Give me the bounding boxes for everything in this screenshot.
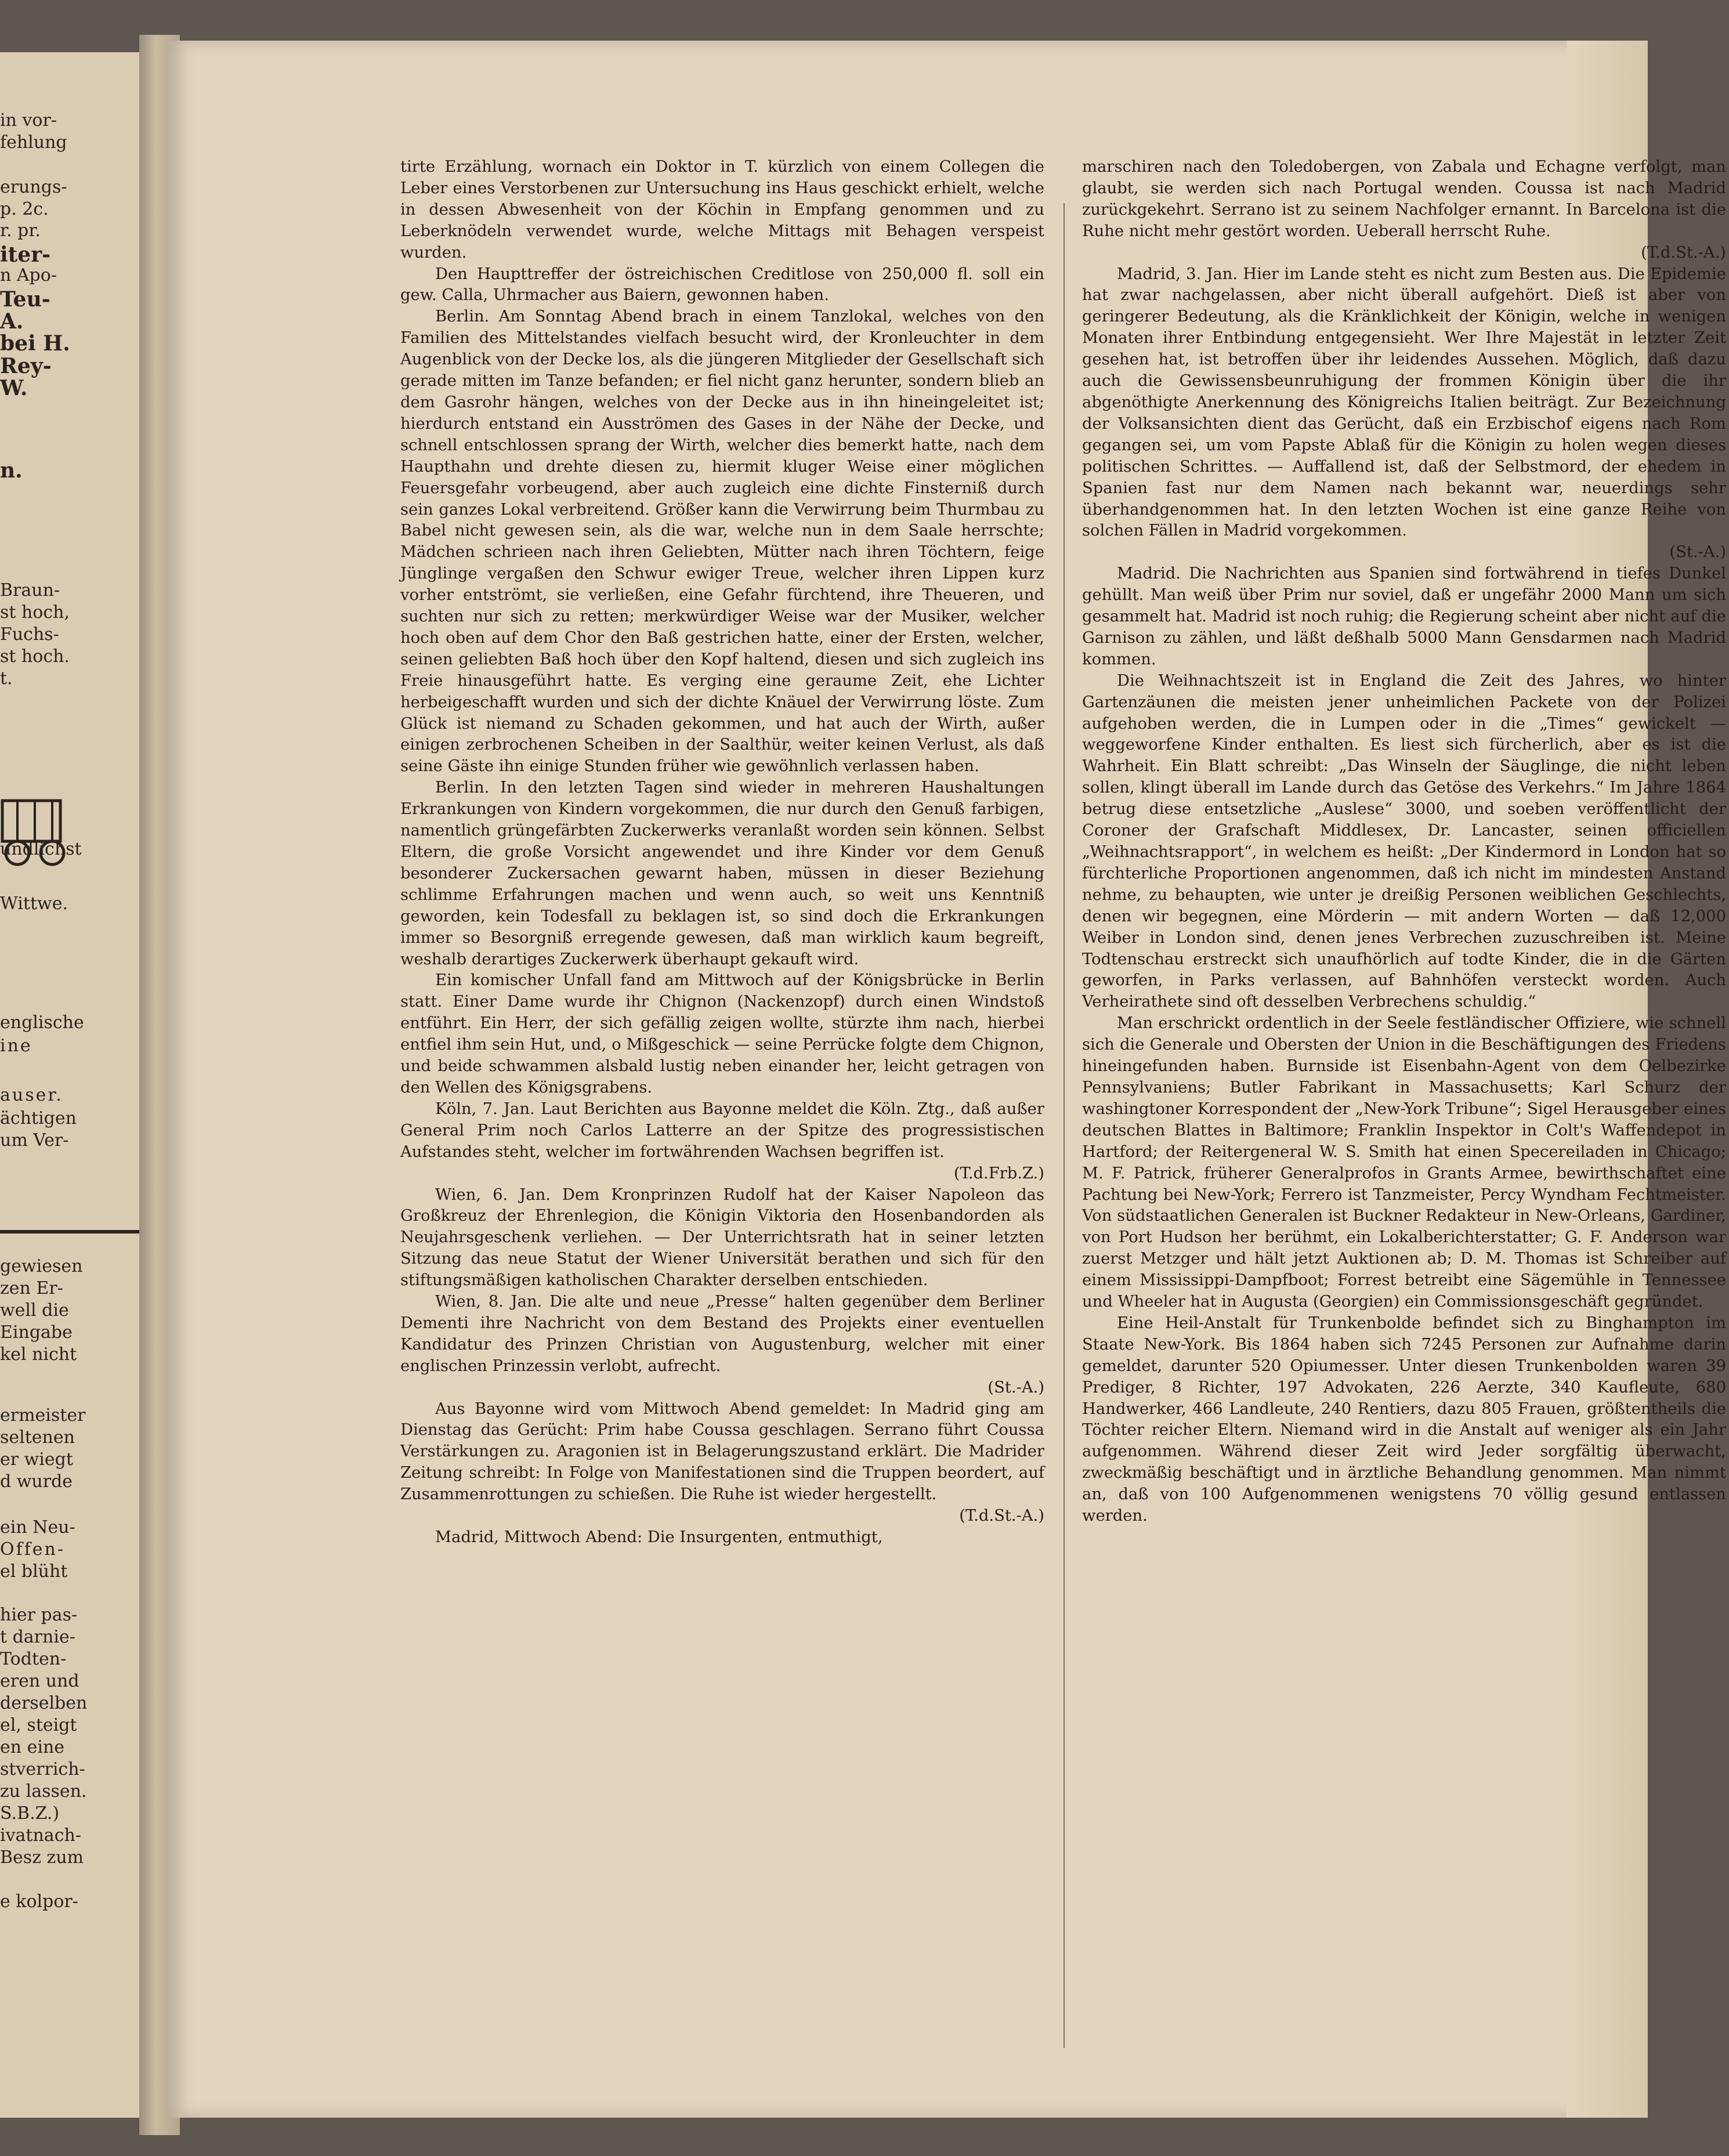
source-citation: (T.d.St.-A.) [959,1507,1044,1525]
left-page-fragment: hier pas- [0,1605,78,1625]
left-page-fragment: bei H. [0,331,70,356]
left-page-fragment: n Apo- [0,265,57,285]
left-page-fragment: ivatnach- [0,1825,81,1846]
article-paragraph: Berlin. Am Sonntag Abend brach in einem Tanzlokal, welches von den Familien des Mittelstandes vielfach besucht wird, der Kronleuchter in dem Augenblick von der Decke los, als die jüngeren Mitglieder der Gesellschaft sich gerade mitten im Tanze befanden; er fiel nicht ganz herunter, sondern blieb an dem Gasrohr hängen, welches von der Decke aus in ihn hineingeleitet ist; hierdurch entstand ein Ausströmen des Gases in der Nähe der Decke, und schnell entschlossen sprang der Wirth, welcher dies bemerkt hatte, nach dem Haupthahn und drehte diesen zu, hiermit kluger Weise einer möglichen Feuersgefahr vorbeugend, aber auch zugleich eine dichte Finsterniß durch sein ganzes Lokal verbreitend. Größer kann die Verwirrung beim Thurmbau zu Babel nicht gewesen sein, als die war, welche nun in dem Saale herrschte; Mädchen schrieen nach ihren Geliebten, Mütter nach ihren Töchtern, feige Jünglinge vergaßen den Schwur ewiger Treue, welcher ihren Lippen kurz vorher entströmt, sie verließen, eine Gefahr fürchtend, ihre Theueren, und suchten nur sich zu retten; merkwürdiger Weise war der Musiker, welcher hoch oben auf dem Chor den Baß gestrichen hatte, einer der Ersten, welcher, seinen geliebten Baß hoch über den Kopf haltend, diesen und sich zugleich ins Freie hinausgeführt hatte. Es verging eine geraume Zeit, ehe Lichter herbeigeschafft wurden und sich der dichte Knäuel der Verwirrung löste. Zum Glück ist niemand zu Schaden gekommen, und hat auch der Wirth, außer einigen zerbrochenen Scheiben in der Saalthür, weiter keinen Verlust, als daß seine Gäste ihn einige Stunden früher wie gewöhnlich verlassen haben. [400,308,1044,776]
left-page-fragment: stverrich- [0,1759,85,1779]
left-page-fragment: Teu- [0,287,50,312]
left-page-fragment: st hoch, [0,602,70,623]
article-paragraph: Madrid, Mittwoch Abend: Die Insurgenten, entmuthigt, [435,1528,883,1546]
newspaper-page [168,41,1726,2118]
left-page-fragment: er wiegt [0,1449,73,1470]
left-page-fragment: auser. [0,1085,63,1105]
article-paragraph: Wien, 6. Jan. Dem Kronprinzen Rudolf hat der Kaiser Napoleon das Großkreuz der Ehrenlegion, die Königin Viktoria den Hosenbandorden als Neujahrsgeschenk verliehen. — Der Unterrichtsrath hat in seiner letzten Sitzung das neue Statut der Wiener Universität berathen und sich für den stiftungsmäßigen katholischen Charakter derselben entschieden. [400,1185,1044,1290]
left-page-fragment: p. 2c. [0,199,49,219]
left-page-fragment: A. [0,309,24,334]
left-page-fragment: ermeister [0,1405,86,1426]
article-paragraph: Ein komischer Unfall fand am Mittwoch auf der Königsbrücke in Berlin statt. Einer Dame wurde ihr Chignon (Nackenzopf) durch einen Windstoß entführt. Ein Herr, der sich gefällig zeigen wollte, stürzte ihm nach, hierbei entfiel ihm sein Hut, und, o Mißgeschick — seine Perrücke folgte dem Chignon, und beide schwammen alsbald lustig neben einander her, leicht getragen von den Wellen des Königsgrabens. [400,971,1044,1097]
left-page [0,52,148,2118]
left-page-fragment: r. pr. [0,220,41,241]
left-page-fragment: n. [0,458,23,483]
left-page-fragment: um Ver- [0,1130,69,1151]
left-page-fragment: englische [0,1012,84,1033]
left-page-fragment: el, steigt [0,1715,77,1735]
left-page-fragment: ächtigen [0,1108,77,1128]
left-page-rule [0,1230,139,1233]
left-page-fragment: undlichst [0,839,82,859]
source-citation: (St.-A.) [988,1378,1044,1397]
left-page-fragment: ein Neu- [0,1517,75,1538]
article-paragraph: Wien, 8. Jan. Die alte und neue „Presse“ halten gegenüber dem Berliner Dementi ihre Nachricht von dem Bestand des Projekts einer eventuellen Kandidatur des Prinzen Christian von Augustenburg, welcher mit einer englischen Prinzessin verlobt, aufrecht. (St.-A.) [400,1292,1044,1399]
left-page-fragment: in vor- [0,110,57,131]
left-page-fragment: zu lassen. [0,1781,87,1802]
left-page-fragment: iter- [0,243,51,267]
left-page-fragment: Fuchs- [0,624,59,645]
left-page-fragment: en eine [0,1737,65,1757]
article-paragraph: Die Weihnachtszeit ist in England die Zeit des Jahres, wo hinter Gartenzäunen die meisten jener unheimlichen Packete von der Polizei aufgehoben werden, die in Lumpen oder in die „Times“ gewickelt — weggeworfene Kinder enthalten. Es liest sich fürcherlich, aber es ist die Wahrheit. Ein Blatt schreibt: „Das Winseln der Säuglinge, die nicht leben sollen, klingt überall im Lande durch das Getöse des Verkehrs.“ Im Jahre 1864 betrug diese entsetzliche „Auslese“ 3000, und soeben veröffentlicht der Coroner der Grafschaft Middlesex, Dr. Lancaster, seinen officiellen „Weihnachtsrapport“, in welchem es heißt: „Der Kindermord in London hat so fürchterliche Proportionen angenommen, daß ich nicht im mindesten Anstand nehme, zu behaupten, wie unter je dreißig Personen weiblichen Geschlechts, denen wir begegnen, eine Mörderin — mit andern Worten — daß 12,000 Weiber in London sind, denen jenes Verbrechen zuzuschreiben ist. Meine Todtenschau erstreckt sich unaufhörlich auf todte Kinder, die in die Gärten geworfen, in Parks verlassen, auf Bahnhöfen versteckt worden. Auch Verheirathete sind oft desselben Verbrechens schuldig.“ [1082,671,1726,1011]
source-citation: (T.d.St.-A.) [1641,243,1726,262]
left-page-fragment: d wurde [0,1471,73,1492]
column-left [400,157,1044,2071]
article-paragraph: Eine Heil-Anstalt für Trunkenbolde befindet sich zu Binghampton im Staate New-York. Bis 1864 haben sich 7245 Personen zur Aufnahme darin gemeldet, darunter 520 Opiumesser. Unter diesen Trunkenbolden waren 39 Prediger, 8 Richter, 197 Advokaten, 226 Aerzte, 340 Kaufleute, 680 Handwerker, 466 Landleute, 240 Rentiers, dazu 805 Frauen, größtentheils die Töchter reicher Eltern. Niemand wird in die Anstalt auf weniger als ein Jahr aufgenommen. Während dieser Zeit wird Jeder sorgfältig überwacht, zweckmäßig beschäftigt und in ärztliche Behandlung genommen. Man nimmt an, daß von 100 Aufgenommenen wenigstens 70 völlig gesund entlassen werden. [1082,1314,1726,1525]
left-page-fragment: t darnie- [0,1627,75,1647]
left-page-fragment: zen Er- [0,1278,63,1298]
article-paragraph: Madrid, 3. Jan. Hier im Lande steht es nicht zum Besten aus. Die Epidemie hat zwar nachgelassen, aber nicht überall aufgehört. Dieß ist aber von geringerer Bedeutung, als die Kränklichkeit der Königin, welche in wenigen Monaten ihrer Entbindung entgegensieht. Wer Ihre Majestät in letzter Zeit gesehen hat, ist betroffen über ihr leidendes Aussehen. Möglich, daß dazu auch die Gewissensbeunruhigung der frommen Königin über die ihr abgenöthigte Anerkennung des Königreichs Italien beiträgt. Zur Bezeichnung der Volksansichten dient das Gerücht, daß ein Erzbischof eigens nach Rom gegangen sei, um vom Papste Ablaß für die Königin zu holen wegen dieses politischen Schrittes. — Auffallend ist, daß der Selbstmord, der ehedem in Spanien fast nur dem Namen nach bekannt war, neuerdings sehr überhandgenommen hat. In den letzten Wochen ist eine ganze Reihe von solchen Fällen in Madrid vorgekommen. (St.-A.) [1082,264,1726,564]
left-page-fragment: seltenen [0,1427,75,1448]
left-page-fragment: e kolpor- [0,1891,78,1912]
left-page-fragment: kel nicht [0,1344,77,1365]
left-page-fragment: fehlung [0,132,67,153]
left-page-fragment: W. [0,376,28,400]
left-page-fragment: well die [0,1300,69,1321]
left-page-fragment: Braun- [0,580,60,601]
left-page-fragment: Eingabe [0,1322,73,1343]
article-paragraph: Madrid. Die Nachrichten aus Spanien sind fortwährend in tiefes Dunkel gehüllt. Man weiß über Prim nur soviel, daß er ungefähr 2000 Mann um sich gesammelt hat. Madrid ist noch ruhig; die Regierung scheint aber nicht auf die Garnison zu zählen, und läßt deßhalb 5000 Mann Gensdarmen nach Madrid kommen. [1082,565,1726,668]
left-page-fragment: Wittwe. [0,893,68,914]
left-page-fragment: el blüht [0,1561,68,1582]
left-page-fragment: Offen- [0,1539,66,1560]
article-paragraph: Aus Bayonne wird vom Mittwoch Abend gemeldet: In Madrid ging am Dienstag das Gerücht: Prim habe Coussa geschlagen. Serrano führt Coussa Verstärkungen zu. Aragonien ist in Belagerungszustand erklärt. Die Madrider Zeitung schreibt: In Folge von Manifestationen sind die Truppen beordert, auf Zusammenrottungen zu schießen. Die Ruhe ist wieder hergestellt. (T.d.St.-A.) [400,1399,1044,1527]
column-right [1082,157,1726,2071]
column-rule [1064,203,1065,2048]
article-paragraph: marschiren nach den Toledobergen, von Zabala und Echagne verfolgt, man glaubt, sie werden sich nach Portugal wenden. Coussa ist nach Madrid zurückgekehrt. Serrano ist zu seinem Nachfolger ernannt. In Barcelona ist die Ruhe nicht mehr gestört worden. Ueberall herrscht Ruhe. (T.d.St.-A.) [1082,157,1726,264]
left-page-fragment: derselben [0,1693,88,1713]
left-page-fragment: st hoch. [0,646,70,667]
left-page-fragment: t. [0,668,13,689]
left-page-fragment: S.B.Z.) [0,1803,60,1824]
left-page-fragment: Todten- [0,1649,67,1669]
article-paragraph: Köln, 7. Jan. Laut Berichten aus Bayonne meldet die Köln. Ztg., daß außer General Prim noch Carlos Latterre an der Spitze des progressistischen Aufstandes steht, welcher im fortwährenden Wachsen begriffen ist. (T.d.Frb.Z.) [400,1099,1044,1185]
article-paragraph: Man erschrickt ordentlich in der Seele festländischer Offiziere, wie schnell sich die Generale und Obersten der Union in die Beschäftigungen des Friedens hineingefunden haben. Burnside ist Eisenbahn-Agent von dem Oelbezirke Pennsylvaniens; Butler Fabrikant in Massachusetts; Karl Schurz der washingtoner Korrespondent der „New-York Tribune“; Sigel Herausgeber eines deutschen Blattes in Baltimore; Franklin Inspektor in Colt's Waffendepot in Hartford; der Reitergeneral W. S. Smith hat einen Specereiladen in Chicago; M. F. Patrick, früherer Generalprofos in Grants Armee, bewirthschaftet eine Pachtung bei New-York; Ferrero ist Tanzmeister, Percy Wyndham Fechtmeister. Von südstaatlichen Generalen ist Buckner Redakteur in New-Orleans, Gardiner, von Port Hudson her berühmt, ein Lokalberichterstatter; G. F. Anderson war zuerst Metzger und hält jetzt Auktionen ab; D. M. Thomas ist Schreiber auf einem Mississippi-Dampfboot; Forrest betreibt eine Sägemühle in Tennessee und Wheeler hat in Augusta (Georgien) ein Commissionsgeschäft gegründet. [1082,1014,1726,1311]
left-page-fragment: Besz zum [0,1847,84,1868]
left-page-fragment: Rey- [0,354,52,378]
left-page-fragment: ine [0,1036,32,1056]
left-page-fragment: erungs- [0,177,67,197]
left-page-fragment: eren und [0,1671,79,1691]
left-page-fragment: gewiesen [0,1256,83,1276]
article-paragraph: Den Haupttreffer der östreichischen Creditlose von 250,000 fl. soll ein gew. Calla, Uhrmacher aus Baiern, gewonnen haben. [400,265,1044,305]
source-citation: (T.d.Frb.Z.) [953,1164,1044,1182]
article-paragraph: tirte Erzählung, wornach ein Doktor in T. kürzlich von einem Collegen die Leber eines Verstorbenen zur Untersuchung ins Haus geschickt erhielt, welche in dessen Abwesenheit von der Köchin in Empfang genommen und zu Leberknödeln verwendet wurde, welche Mittags mit Behagen verspeist wurden. [400,158,1044,262]
article-paragraph: Berlin. In den letzten Tagen sind wieder in mehreren Haushaltungen Erkrankungen von Kindern vorgekommen, die nur durch den Genuß farbigen, namentlich grüngefärbten Zuckerwerks veranlaßt worden sein können. Selbst Eltern, die große Vorsicht angewendet und ihre Kinder vor dem Genuß besonderer Zuckersachen gewarnt haben, müssen in dieser Beziehung schlimme Erfahrungen machen und wenn auch, so weit uns Kenntniß geworden, kein Todesfall zu beklagen ist, so sind doch die Erkrankungen immer so Besorgniß erregende gewesen, daß man wirklich kaum begreift, weshalb derartiges Zuckerwerk überhaupt gekauft wird. [400,779,1044,968]
source-citation: (St.-A.) [1669,543,1726,562]
